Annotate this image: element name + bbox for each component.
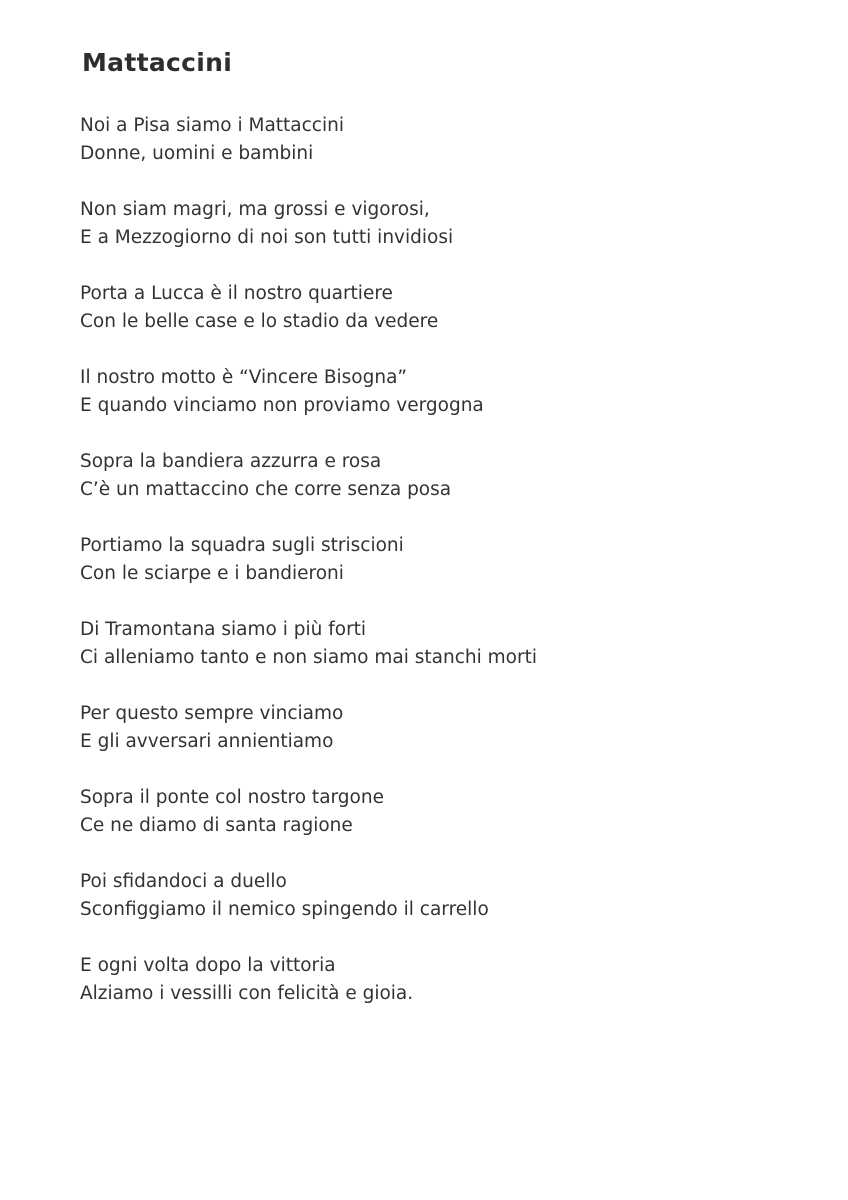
stanza	[80, 784, 780, 868]
stanza	[80, 616, 780, 700]
verse-line: Sopra il ponte col nostro targone	[80, 787, 384, 808]
stanza	[80, 532, 780, 616]
stanza	[80, 364, 780, 448]
verse-line: Portiamo la squadra sugli striscioni	[80, 535, 404, 556]
stanza	[80, 196, 780, 280]
verse-line: C’è un mattaccino che corre senza posa	[80, 479, 452, 500]
verse-line: E ogni volta dopo la vittoria	[80, 955, 336, 976]
verse-line: Porta a Lucca è il nostro quartiere	[80, 283, 393, 304]
stanza	[80, 448, 780, 532]
stanza	[80, 868, 780, 952]
verse-line: Poi sfidandoci a duello	[80, 871, 287, 892]
stanza	[80, 280, 780, 364]
verse-line: Ci alleniamo tanto e non siamo mai stanchi morti	[80, 647, 537, 668]
verse-line: E quando vinciamo non proviamo vergogna	[80, 395, 484, 416]
verse-line: Donne, uomini e bambini	[80, 143, 314, 164]
verse-line: Di Tramontana siamo i più forti	[80, 619, 367, 640]
verse-line: Sopra la bandiera azzurra e rosa	[80, 451, 382, 472]
verse-line: Il nostro motto è “Vincere Bisogna”	[80, 367, 408, 388]
verse-line: E gli avversari annientiamo	[80, 731, 334, 752]
stanza	[80, 952, 780, 1036]
stanza	[80, 700, 780, 784]
verse-line: Con le sciarpe e i bandieroni	[80, 563, 344, 584]
verse-line: Noi a Pisa siamo i Mattaccini	[80, 115, 344, 136]
verse-line: Alziamo i vessilli con felicità e gioia.	[80, 983, 414, 1004]
poem-title: Mattaccini	[82, 48, 233, 77]
stanza	[80, 112, 780, 196]
verse-line: E a Mezzogiorno di noi son tutti invidiosi	[80, 227, 454, 248]
verse-line: Sconfiggiamo il nemico spingendo il carrello	[80, 899, 489, 920]
verse-line: Con le belle case e lo stadio da vedere	[80, 311, 439, 332]
verse-line: Per questo sempre vinciamo	[80, 703, 344, 724]
verse-line: Non siam magri, ma grossi e vigorosi,	[80, 199, 430, 220]
verse-line: Ce ne diamo di santa ragione	[80, 815, 353, 836]
poem-body	[80, 112, 780, 1036]
